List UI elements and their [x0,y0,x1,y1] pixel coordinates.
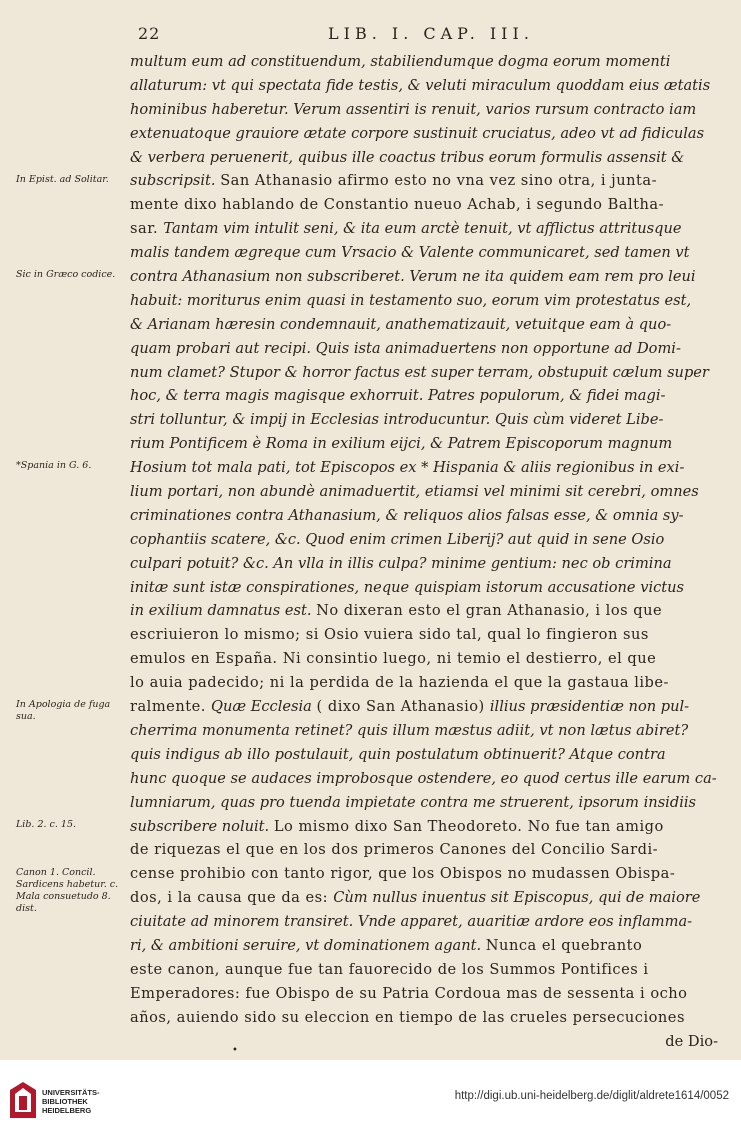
page-header [138,24,713,48]
text-line [130,719,718,743]
latin-quote-span: hunc quoque se audaces improbosque ostendere, eo quod certus ille earum ca- [130,769,717,787]
latin-quote-span: Hosium tot mala pati, tot Episcopos ex * Hispania & aliis regionibus in exi- [130,459,685,477]
catchword: de Dio- [665,1032,718,1050]
spanish-text-span: ( dixo San Athanasio) [316,698,490,716]
latin-quote-span: ciuitate ad minorem transiret. Vnde apparet, auaritiæ ardore eos inflamma- [130,913,693,931]
margin-note: In Apologia de fuga sua. [16,699,111,723]
latin-quote-span: culpari potuit? &c. An vlla in illis culpa? minime gentium: nec ob crimina [130,554,672,572]
text-line [130,982,718,1006]
text-line [130,623,718,647]
latin-quote-span: hominibus haberetur. Verum assentiri is renuit, varios rursum contracto iam [130,100,697,118]
text-line [130,838,718,862]
latin-quote-span: ri, & ambitioni seruire, vt dominationem agant. [130,936,486,954]
spanish-text-span: lo auia padecido; ni la perdida de la hazienda el que la gastaua libe- [130,674,669,692]
latin-quote-span: extenuatoque grauiore ætate corpore sustinuit cruciatus, adeo vt ad fidiculas [130,124,705,142]
latin-quote-span: Tantam vim intulit seni, & ita eum arctè tenuit, vt afflictus attritusque [163,220,682,238]
library-name-line-3: HEIDELBERG [42,1106,92,1115]
text-line [130,169,718,193]
spanish-text-span: mente dixo hablando de Constantio nueuo Achab, i segundo Baltha- [130,196,665,214]
university-library-logo-icon [10,1082,36,1118]
library-name [42,1088,100,1115]
spanish-text-span: años, auiendo sido su eleccion en tiempo de las crueles persecuciones [130,1008,685,1026]
latin-quote-span: Quæ Ecclesia [211,698,317,716]
text-line [130,791,718,815]
source-url-link[interactable]: http://digi.ub.uni-heidelberg.de/diglit/aldrete1614/0052 [454,1090,729,1102]
latin-quote-span: & Arianam hæresin condemnauit, anathematizauit, vetuitque eam à quo- [130,315,672,333]
spanish-text-span: San Athanasio afirmo esto no vna vez sino otra, i junta- [220,172,658,190]
latin-quote-span: cherrima monumenta retinet? quis illum mæstus adiit, vt non lætus abiret? [130,721,689,739]
spanish-text-span: Lo mismo dixo San Theodoreto. No fue tan amigo [273,817,664,835]
text-line [130,862,718,886]
latin-quote-span: stri tolluntur, & impij in Ecclesias introducuntur. Quis cùm videret Libe- [130,411,664,429]
text-line [130,504,718,528]
latin-quote-span: subscribere noluit. [130,817,274,835]
text-line [130,480,718,504]
text-line [130,337,718,361]
margin-note: Lib. 2. c. 15. [16,818,77,830]
spanish-text-span: dos, i la causa que da es: [130,889,334,907]
spanish-text-span: de riquezas el que en los dos primeros Canones del Concilio Sardi- [130,841,659,859]
spanish-text-span: cense prohibio con tanto rigor, que los Obispos no mudassen Obispa- [130,865,676,883]
text-line [130,767,718,791]
text-line [130,408,718,432]
spanish-text-span: Nunca el quebranto [485,936,643,954]
latin-quote-span: hoc, & terra magis magisque exhorruit. Patres populorum, & fidei magi- [130,387,666,405]
latin-quote-span: malis tandem ægreque cum Vrsacio & Valente communicaret, sed tamen vt [130,244,690,262]
spanish-text-span: escriuieron lo mismo; si Osio vuiera sido tal, qual lo fingieron sus [130,626,649,644]
text-line [130,815,718,839]
body-text [130,50,718,1053]
printer-mark: • [232,1045,238,1056]
running-title: LIB. I. CAP. III. [328,24,534,43]
spanish-text-span: No dixeran esto el gran Athanasio, i los que [316,602,663,620]
latin-quote-span: multum eum ad constituendum, stabiliendumque dogma eorum momenti [130,53,671,70]
latin-quote-span: criminationes contra Athanasium, & reliquos alios falsas esse, & omnia sy- [130,506,684,524]
text-line [130,217,718,241]
latin-quote-span: allaturum: vt qui spectata fide testis, & veluti miraculum quoddam eius ætatis [130,76,711,94]
latin-quote-span: cophantiis scatere, &c. Quod enim crimen Liberij? aut quid in sene Osio [130,530,665,548]
library-name-line-2: BIBLIOTHEK [42,1097,88,1106]
text-line [130,1006,718,1030]
text-line [130,576,718,600]
latin-quote-span: subscripsit. [130,172,221,190]
latin-quote-span: illius præsidentiæ non pul- [489,698,690,716]
spanish-text-span: ralmente. [130,698,211,716]
text-line [130,910,718,934]
page-number: 22 [138,24,161,43]
latin-quote-span: lium portari, non abundè animaduertit, etiamsi vel minimi sit cerebri, omnes [130,483,699,501]
text-line [130,934,718,958]
spanish-text-span: este canon, aunque fue tan fauorecido de los Summos Pontifices i [130,960,649,978]
latin-quote-span: in exilium damnatus est. [130,602,317,620]
text-line [130,98,718,122]
text-line [130,384,718,408]
text-line [130,671,718,695]
spanish-text-span: sar. [130,220,164,238]
text-line [130,241,718,265]
text-line [130,193,718,217]
latin-quote-span: quam probari aut recipi. Quis ista animaduertens non opportune ad Domi- [130,339,681,357]
text-line [130,122,718,146]
text-line [130,146,718,170]
text-line [130,886,718,910]
text-line [130,552,718,576]
latin-quote-span: contra Athanasium non subscriberet. Verum ne ita quidem eam rem pro leui [130,268,696,286]
spanish-text-span: Emperadores: fue Obispo de su Patria Cordoua mas de sessenta i ocho [130,984,688,1002]
latin-quote-span: quis indigus ab illo postulauit, quin postulatum obtinuerit? Atque contra [130,745,666,763]
text-line [130,361,718,385]
margin-note: *Spania in G. 6. [16,460,92,472]
text-line [130,456,718,480]
margin-note: Sic in Græco codice. [16,269,116,281]
latin-quote-span: habuit: moriturus enim quasi in testamento suo, eorum vim protestatus est, [130,291,692,309]
text-line [130,528,718,552]
text-line [130,313,718,337]
text-line [130,743,718,767]
text-line [130,74,718,98]
text-line [130,695,718,719]
text-line [130,647,718,671]
text-line [130,958,718,982]
text-line [130,50,718,74]
latin-quote-span: num clamet? Stupor & horror factus est super terram, obstupuit cælum super [130,363,709,381]
digitization-footer [0,1060,741,1132]
text-line [130,265,718,289]
text-line [130,599,718,623]
library-name-line-1: UNIVERSITÄTS- [42,1088,100,1097]
spanish-text-span: emulos en España. Ni consintio luego, ni temio el destierro, el que [130,650,657,668]
latin-quote-span: initæ sunt istæ conspirationes, neque quispiam istorum accusatione victus [130,578,685,596]
latin-quote-span: lumniarum, quas pro tuenda impietate contra me struerent, ipsorum insidiis [130,793,697,811]
latin-quote-span: Cùm nullus inuentus sit Episcopus, qui de maiore [333,889,701,907]
text-line [130,289,718,313]
latin-quote-span: & verbera peruenerit, quibus ille coactus tribus eorum formulis assensit & [130,148,685,166]
text-line [130,432,718,456]
margin-note: Canon 1. Concil. Sardicens habetur. c. Mala consuetudo 8. dist. [16,866,119,914]
latin-quote-span: rium Pontificem è Roma in exilium eijci, & Patrem Episcoporum magnum [130,435,673,453]
margin-note: In Epist. ad Solitar. [16,173,109,185]
